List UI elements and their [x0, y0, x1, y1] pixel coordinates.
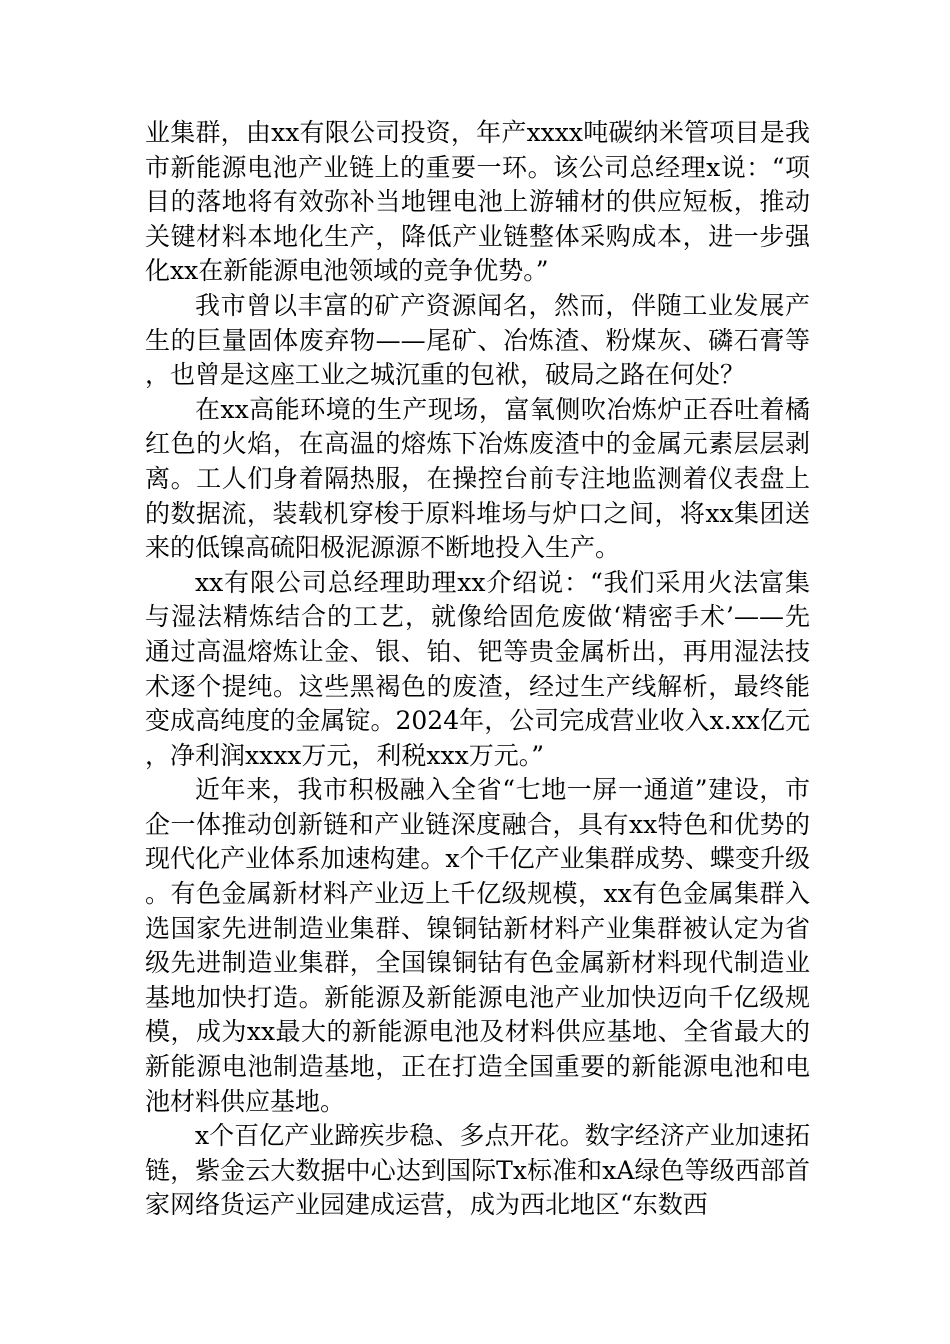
paragraph-3: 在xx高能环境的生产现场，富氧侧吹冶炼炉正吞吐着橘红色的火焰，在高温的熔炼下冶炼废渣中的金属元素层层剥离。工人们身着隔热服，在操控台前专注地监测着仪表盘上的数据流，装载机穿梭于原料堆场与炉口之间，将xx集团送来的低镍高硫阳极泥源源不断地投入生产。 [145, 394, 810, 563]
paragraph-6: x个百亿产业蹄疾步稳、多点开花。数字经济产业加速拓链，紫金云大数据中心达到国际Tx标准和xA绿色等级西部首家网络货运产业园建成运营，成为西北地区“东数西 [145, 1121, 810, 1220]
document-body [145, 116, 810, 1223]
paragraph-4: xx有限公司总经理助理xx介绍说：“我们采用火法富集与湿法精炼结合的工艺，就像给固危废做‘精密手术’——先通过高温熔炼让金、银、铂、钯等贵金属析出，再用湿法技术逐个提纯。这些黑褐色的废渣，经过生产线解析，最终能变成高纯度的金属锭。2024年，公司完成营业收入x.xx亿元，净利润xxxx万元，利税xxx万元。” [145, 567, 810, 770]
paragraph-2: 我市曾以丰富的矿产资源闻名，然而，伴随工业发展产生的巨量固体废弃物——尾矿、冶炼渣、粉煤灰、磷石膏等，也曾是这座工业之城沉重的包袱，破局之路在何处？ [145, 290, 810, 390]
paragraph-5: 近年来，我市积极融入全省“七地一屏一通道”建设，市企一体推动创新链和产业链深度融合，具有xx特色和优势的现代化产业体系加速构建。x个千亿产业集群成势、蝶变升级。有色金属新材料产业迈上千亿级规模，xx有色金属集群入选国家先进制造业集群、镍铜钴新材料产业集群被认定为省级先进制造业集群，全国镍铜钴有色金属新材料现代制造业基地加快打造。新能源及新能源电池产业加快迈向千亿级规模，成为xx最大的新能源电池及材料供应基地、全省最大的新能源电池制造基地，正在打造全国重要的新能源电池和电池材料供应基地。 [145, 775, 810, 1116]
paragraph-1: 业集群，由xx有限公司投资，年产xxxx吨碳纳米管项目是我市新能源电池产业链上的重要一环。该公司总经理x说：“项目的落地将有效弥补当地锂电池上游辅材的供应短板，推动关键材料本地化生产，降低产业链整体采购成本，进一步强化xx在新能源电池领域的竞争优势。” [145, 118, 810, 286]
